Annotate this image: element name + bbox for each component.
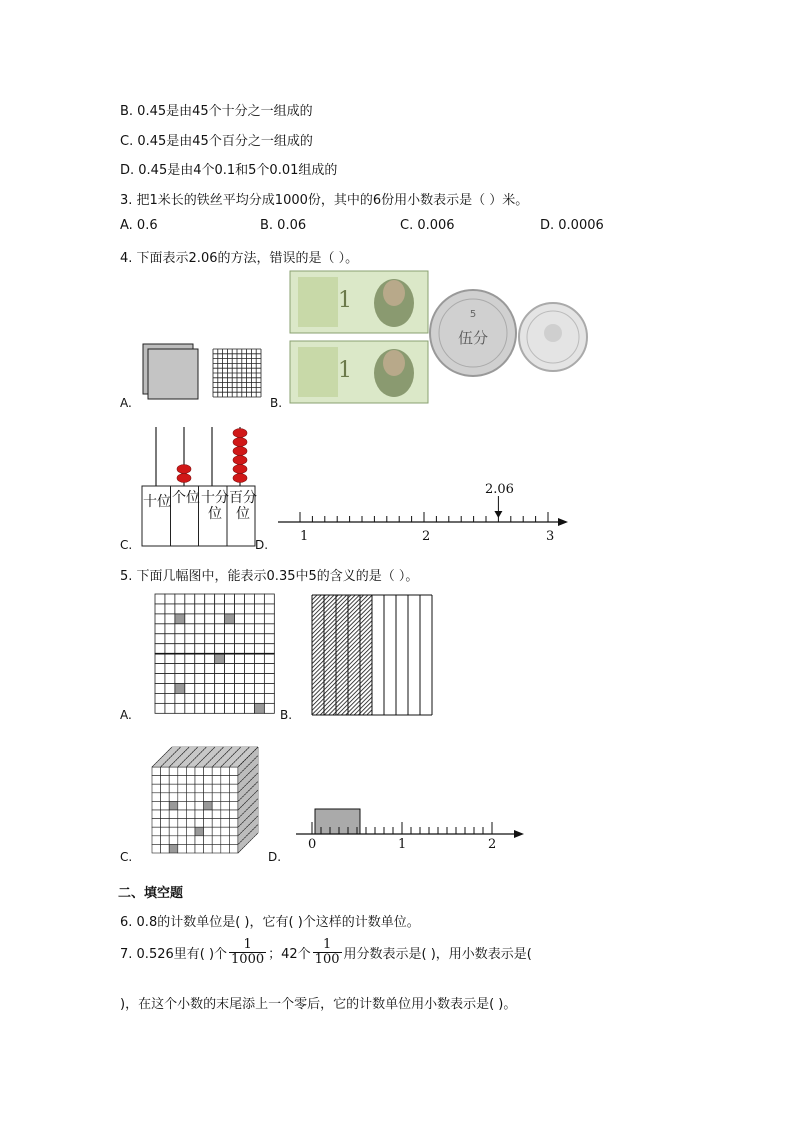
grid-cell <box>185 654 195 664</box>
q4-label-d: D. <box>255 538 269 552</box>
grid-cell <box>175 664 185 674</box>
grid-cell <box>235 634 245 644</box>
grid-cell <box>165 604 175 614</box>
grid-cell <box>215 683 225 693</box>
q5-label-c: C. <box>120 850 133 864</box>
q4-nl-marker-label: 2.06 <box>485 482 514 497</box>
grid-cell <box>155 644 165 654</box>
q7-line1 <box>120 938 532 966</box>
grid-cell <box>205 624 215 634</box>
grid-cell <box>175 683 185 693</box>
grid-cell <box>254 693 264 703</box>
grid-cell <box>244 703 254 713</box>
grid-cell <box>195 674 205 684</box>
grid-cell <box>264 644 274 654</box>
grid-cell <box>244 664 254 674</box>
grid-cell <box>205 703 215 713</box>
q3-stem: 3. 把1米长的铁丝平均分成1000份，其中的6份用小数表示是（ ）米。 <box>120 193 529 208</box>
q3-option-a: A. 0.6 <box>120 218 158 233</box>
grid-cell <box>165 634 175 644</box>
grid-cell <box>175 604 185 614</box>
grid-cell <box>254 614 264 624</box>
grid-cell <box>205 614 215 624</box>
grid-cell <box>195 654 205 664</box>
q3-option-d: D. 0.0006 <box>540 218 604 233</box>
grid-cell <box>165 664 175 674</box>
grid-cell <box>235 703 245 713</box>
grid-cell <box>165 674 175 684</box>
q4-nl-tick-1: 1 <box>300 529 309 544</box>
grid-cell <box>155 594 165 604</box>
abacus-bead <box>233 429 247 438</box>
grid-cell <box>155 664 165 674</box>
grid-cell <box>155 654 165 664</box>
grid-cell <box>165 693 175 703</box>
q5-nl-tick-0: 0 <box>308 837 317 852</box>
grid-cell <box>225 604 235 614</box>
grid-cell <box>244 634 254 644</box>
q4-label-b: B. <box>270 396 283 410</box>
abacus-bead <box>233 456 247 465</box>
grid-cell <box>235 674 245 684</box>
grid-cell <box>264 693 274 703</box>
q6-text: 6. 0.8的计数单位是( )，它有( )个这样的计数单位。 <box>120 915 420 930</box>
grid-cell <box>205 654 215 664</box>
grid-cell <box>244 644 254 654</box>
grid-cell <box>264 703 274 713</box>
grid-cell <box>215 614 225 624</box>
grid-cell <box>254 683 264 693</box>
grid-cell <box>225 594 235 604</box>
abacus-labels <box>141 488 256 546</box>
q3-option-c: C. 0.006 <box>400 218 455 233</box>
grid-cell <box>235 693 245 703</box>
banknote-icon <box>290 341 428 403</box>
grid-cell <box>185 594 195 604</box>
q5-label-a: A. <box>120 708 132 722</box>
grid-cell <box>225 654 235 664</box>
grid-cell <box>195 614 205 624</box>
grid-cell <box>185 664 195 674</box>
grid-cell <box>225 693 235 703</box>
q5-nl-tick-1: 1 <box>398 837 407 852</box>
grid-cell <box>175 693 185 703</box>
grid-cell <box>215 703 225 713</box>
coin-icon <box>430 290 516 376</box>
q2-option-c: C. 0.45是由45个百分之一组成的 <box>120 134 313 149</box>
grid-cell <box>264 683 274 693</box>
grid-cell <box>264 594 274 604</box>
grid-cell <box>155 614 165 624</box>
abacus-bead <box>177 474 191 483</box>
grid-cell <box>264 654 274 664</box>
grid-cell <box>264 624 274 634</box>
grid-cell <box>195 644 205 654</box>
grid-cell <box>205 693 215 703</box>
grid-cell <box>235 644 245 654</box>
q2-option-d: D. 0.45是由4个0.1和5个0.01组成的 <box>120 163 338 178</box>
grid-cell <box>254 594 264 604</box>
q5-label-b: B. <box>280 708 293 722</box>
q7-fraction-2: $\frac{1}{100}$ <box>314 937 340 967</box>
grid-cell <box>225 664 235 674</box>
grid-cell <box>165 594 175 604</box>
abacus-bead <box>177 465 191 474</box>
grid-cell <box>185 674 195 684</box>
grid-cell <box>215 664 225 674</box>
grid-cell <box>225 703 235 713</box>
grid-cell <box>215 594 225 604</box>
grid-cell <box>175 634 185 644</box>
grid-cell <box>195 703 205 713</box>
abacus-bead <box>233 474 247 483</box>
grid-cell <box>225 634 235 644</box>
banknote-icon <box>290 271 428 333</box>
abacus-bead <box>233 447 247 456</box>
grid-cell <box>165 683 175 693</box>
q5-figure-b <box>310 593 438 718</box>
grid-cell <box>235 624 245 634</box>
grid-cell <box>244 693 254 703</box>
grid-cell <box>215 644 225 654</box>
q7-line2: )，在这个小数的末尾添上一个零后，它的计数单位用小数表示是( )。 <box>120 997 517 1012</box>
grid-cell <box>235 594 245 604</box>
grid-cell <box>225 674 235 684</box>
grid-cell <box>165 703 175 713</box>
grid-cell <box>195 604 205 614</box>
grid-cell <box>195 624 205 634</box>
q7-part3: 用分数表示是( )，用小数表示是( <box>343 946 532 962</box>
grid-cell <box>244 614 254 624</box>
grid-cell <box>264 614 274 624</box>
grid-cell <box>165 614 175 624</box>
q5-nl-tick-2: 2 <box>488 837 497 852</box>
grid-cell <box>165 654 175 664</box>
grid-cell <box>175 654 185 664</box>
grid-cell <box>175 674 185 684</box>
q2-option-b: B. 0.45是由45个十分之一组成的 <box>120 104 313 119</box>
coin-icon <box>519 303 587 371</box>
grid-cell <box>215 624 225 634</box>
abacus-place-tenths: 十分位 <box>201 490 229 522</box>
q5-figure-c <box>148 745 266 857</box>
grid-cell <box>185 683 195 693</box>
grid-cell <box>254 674 264 684</box>
grid-cell <box>225 644 235 654</box>
grid-cell <box>264 634 274 644</box>
grid-cell <box>244 594 254 604</box>
grid-cell <box>185 604 195 614</box>
grid-cell <box>175 703 185 713</box>
q4-nl-tick-3: 3 <box>546 529 555 544</box>
grid-cell <box>205 683 215 693</box>
q5-figure-a <box>153 592 273 716</box>
grid-cell <box>254 604 264 614</box>
grid-cell <box>215 634 225 644</box>
grid-cell <box>155 624 165 634</box>
q5-label-d: D. <box>268 850 282 864</box>
grid-cell <box>205 634 215 644</box>
grid-cell <box>205 644 215 654</box>
grid-cell <box>185 624 195 634</box>
abacus-bead <box>233 438 247 447</box>
grid-cell <box>215 604 225 614</box>
grid-cell <box>205 664 215 674</box>
abacus-place-ones: 个位 <box>172 490 200 506</box>
grid-cell <box>254 703 264 713</box>
svg-text:1: 1 <box>338 288 352 313</box>
q5-stem: 5. 下面几幅图中，能表示0.35中5的含义的是（ ）。 <box>120 569 419 584</box>
grid-cell <box>185 693 195 703</box>
grid-cell <box>195 693 205 703</box>
grid-cell <box>264 604 274 614</box>
grid-cell <box>155 693 165 703</box>
grid-cell <box>254 634 264 644</box>
grid-cell <box>165 644 175 654</box>
grid-cell <box>195 683 205 693</box>
abacus-place-hundredths: 百分位 <box>229 490 257 522</box>
grid-cell <box>205 674 215 684</box>
grid-cell <box>215 654 225 664</box>
grid-cell <box>225 624 235 634</box>
grid-cell <box>205 594 215 604</box>
grid-cell <box>175 614 185 624</box>
grid-cell <box>185 614 195 624</box>
svg-text:1: 1 <box>338 358 352 383</box>
grid-cell <box>195 594 205 604</box>
grid-cell <box>225 683 235 693</box>
grid-cell <box>244 674 254 684</box>
grid-cell <box>225 614 235 624</box>
grid-cell <box>155 703 165 713</box>
grid-cell <box>244 654 254 664</box>
grid-cell <box>175 624 185 634</box>
grid-cell <box>215 693 225 703</box>
grid-cell <box>235 683 245 693</box>
grid-cell <box>165 624 175 634</box>
q4-figure-a <box>140 343 270 403</box>
grid-cell <box>235 614 245 624</box>
q7-part2: ；42个 <box>268 946 311 962</box>
grid-cell <box>155 604 165 614</box>
q3-option-b: B. 0.06 <box>260 218 307 233</box>
q7-fraction-1: $\frac{1}{1000}$ <box>231 937 265 967</box>
grid-cell <box>195 664 205 674</box>
grid-cell <box>235 604 245 614</box>
q4-figure-b <box>290 271 590 411</box>
grid-cell <box>264 674 274 684</box>
svg-text:5: 5 <box>469 309 477 320</box>
q4-stem: 4. 下面表示2.06的方法，错误的是（ ）。 <box>120 251 359 266</box>
abacus-place-tens: 十位 <box>143 494 171 510</box>
grid-cell <box>235 664 245 674</box>
q4-label-a: A. <box>120 396 132 410</box>
grid-cell <box>254 624 264 634</box>
grid-cell <box>254 654 264 664</box>
grid-cell <box>205 604 215 614</box>
grid-cell <box>235 654 245 664</box>
grid-cell <box>185 634 195 644</box>
grid-cell <box>185 644 195 654</box>
q7-part1: 7. 0.526里有( )个 <box>120 946 228 962</box>
grid-cell <box>195 634 205 644</box>
q4-nl-tick-2: 2 <box>422 529 431 544</box>
grid-cell <box>215 674 225 684</box>
grid-cell <box>155 674 165 684</box>
grid-cell <box>244 604 254 614</box>
abacus-bead <box>233 465 247 474</box>
q4-label-c: C. <box>120 538 133 552</box>
grid-cell <box>155 634 165 644</box>
grid-cell <box>185 703 195 713</box>
grid-cell <box>175 644 185 654</box>
grid-cell <box>254 664 264 674</box>
grid-cell <box>254 644 264 654</box>
coin-text: 伍分 <box>457 329 489 347</box>
section-title: 二、填空题 <box>118 886 184 901</box>
grid-cell <box>244 683 254 693</box>
grid-cell <box>175 594 185 604</box>
grid-cell <box>155 683 165 693</box>
grid-cell <box>244 624 254 634</box>
grid-cell <box>264 664 274 674</box>
